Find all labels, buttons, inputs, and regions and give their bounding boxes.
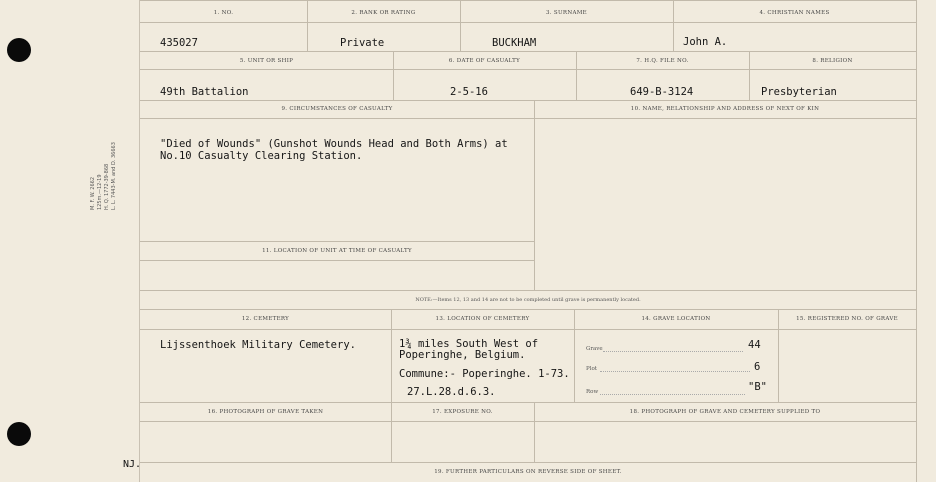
- header-location-cemetery: 13. LOCATION OF CEMETERY: [435, 316, 530, 322]
- form-code: [90, 142, 118, 210]
- rule: [140, 290, 916, 291]
- rule: [140, 100, 916, 101]
- christian-names-value: John A.: [683, 36, 728, 48]
- header-unit: 5. UNIT OR SHIP: [239, 58, 294, 64]
- header-further-particulars: 19. FURTHER PARTICULARS ON REVERSE SIDE OF SHEET.: [434, 469, 622, 475]
- punch-hole-bottom: [7, 422, 31, 446]
- rule: [778, 309, 779, 402]
- row-label: Row: [586, 389, 599, 395]
- form-code-line: M. F. W. 2662: [90, 176, 96, 210]
- rule: [140, 260, 534, 261]
- location-line-2: Poperinghe, Belgium.: [399, 349, 526, 361]
- surname-value: BUCKHAM: [492, 37, 537, 49]
- plot-value: 6: [754, 361, 761, 373]
- header-exposure-no: 17. EXPOSURE NO.: [432, 409, 493, 415]
- header-date: 6. DATE OF CASUALTY: [448, 58, 521, 64]
- dotted-line: [600, 394, 745, 395]
- rule: [140, 462, 916, 463]
- cemetery-value: Lijssenthoek Military Cemetery.: [160, 339, 356, 351]
- rule: [140, 0, 916, 1]
- row-value: "B": [748, 381, 767, 393]
- rule: [140, 22, 916, 23]
- grave-label: Grave: [586, 346, 603, 352]
- header-grave-location: 14. GRAVE LOCATION: [641, 316, 711, 322]
- date-value: 2-5-16: [450, 86, 488, 98]
- form-code-line: 125m.—12-19: [97, 174, 103, 210]
- header-photo-taken: 16. PHOTOGRAPH OF GRAVE TAKEN: [207, 409, 324, 415]
- header-next-of-kin: 10. NAME, RELATIONSHIP AND ADDRESS OF NEXT OF KIN: [630, 106, 820, 112]
- rule: [140, 309, 916, 310]
- header-christian-names: 4. CHRISTIAN NAMES: [759, 10, 830, 16]
- commune-value: Commune:- Poperinghe. 1-73.: [399, 368, 570, 380]
- form-code-line: H. Q. 1772-39-868: [104, 163, 110, 210]
- location-line-1: 1¾ miles South West of: [399, 338, 539, 350]
- rule: [391, 309, 392, 402]
- note: NOTE:—Items 12, 13 and 14 are not to be completed until grave is permanently located.: [415, 297, 641, 303]
- circumstances-line-2: No.10 Casualty Clearing Station.: [160, 150, 363, 162]
- rule: [673, 0, 674, 51]
- unit-value: 49th Battalion: [160, 86, 249, 98]
- form-code-line: L. L. 7443-M. and D. 36663: [111, 142, 117, 210]
- header-no: 1. NO.: [213, 10, 234, 16]
- rule: [140, 69, 916, 70]
- circumstances-line-1: "Died of Wounds" (Gunshot Wounds Head and Both Arms) at: [160, 138, 508, 150]
- rule: [140, 329, 916, 330]
- stamp-nj: NJ.: [123, 459, 142, 470]
- religion-value: Presbyterian: [761, 86, 837, 98]
- rule: [140, 51, 916, 52]
- service-number: 435027: [160, 37, 198, 49]
- header-rank: 2. RANK OR RATING: [351, 10, 416, 16]
- rule: [140, 118, 916, 119]
- grave-value: 44: [748, 339, 761, 351]
- header-hq-file: 7. H.Q. FILE NO.: [636, 58, 689, 64]
- header-surname: 3. SURNAME: [546, 10, 587, 16]
- header-religion: 8. RELIGION: [812, 58, 853, 64]
- rule: [140, 241, 534, 242]
- rule: [534, 100, 535, 290]
- rule: [307, 0, 308, 51]
- header-cemetery: 12. CEMETERY: [241, 316, 290, 322]
- hq-file-value: 649-B-3124: [630, 86, 694, 98]
- dotted-line: [603, 351, 743, 352]
- rule: [140, 421, 916, 422]
- header-registered-no: 15. REGISTERED NO. OF GRAVE: [796, 316, 898, 322]
- map-reference: 27.L.28.d.6.3.: [407, 386, 496, 398]
- header-circumstances: 9. CIRCUMSTANCES OF CASUALTY: [281, 106, 393, 112]
- rank-value: Private: [340, 37, 385, 49]
- plot-label: Plot: [586, 366, 597, 372]
- rule: [574, 309, 575, 402]
- rule: [460, 0, 461, 51]
- header-location-unit: 11. LOCATION OF UNIT AT TIME OF CASUALTY: [262, 248, 412, 254]
- dotted-line: [600, 371, 750, 372]
- rule: [140, 402, 916, 403]
- rule: [916, 0, 917, 482]
- punch-hole-top: [7, 38, 31, 62]
- header-photo-supplied: 18. PHOTOGRAPH OF GRAVE AND CEMETERY SUPPLIED TO: [629, 409, 821, 415]
